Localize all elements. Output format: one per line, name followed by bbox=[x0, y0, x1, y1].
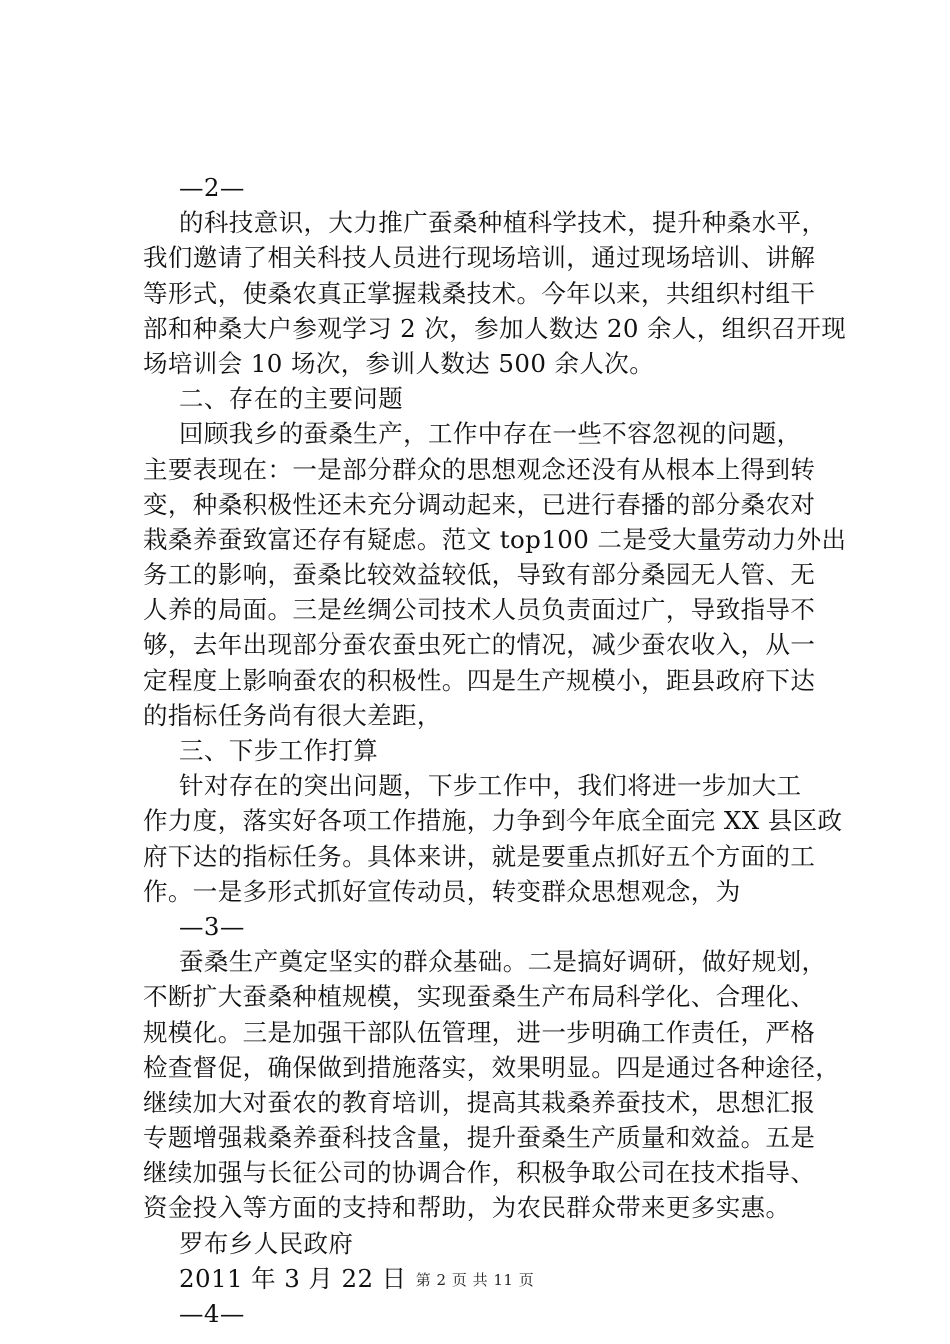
text-line: 人养的局面。三是丝绸公司技术人员负责面过广，导致指导不 bbox=[143, 595, 816, 625]
text-line: 作力度，落实好各项工作措施，力争到今年底全面完 XX 县区政 bbox=[143, 806, 843, 836]
text-line: 变，种桑积极性还未充分调动起来，已进行春播的部分桑农对 bbox=[143, 489, 816, 519]
text-line: 场培训会 10 场次，参训人数达 500 余人次。 bbox=[143, 348, 655, 378]
text-line: 2011 年 3 月 22 日 bbox=[179, 1263, 407, 1293]
text-line: 的科技意识，大力推广蚕桑种植科学技术，提升种桑水平， bbox=[179, 208, 827, 238]
text-line: 够，去年出现部分蚕农蚕虫死亡的情况，减少蚕农收入，从一 bbox=[143, 630, 816, 660]
page-number-marker: —3— bbox=[179, 911, 245, 941]
text-line: 部和种桑大户参观学习 2 次，参加人数达 20 余人，组织召开现 bbox=[143, 313, 847, 343]
text-line: 继续加大对蚕农的教育培训，提高其栽桑养蚕技术，思想汇报 bbox=[143, 1087, 816, 1117]
text-line: 二、存在的主要问题 bbox=[179, 384, 404, 414]
text-line: 蚕桑生产奠定坚实的群众基础。二是搞好调研，做好规划， bbox=[179, 947, 827, 977]
text-line: 资金投入等方面的支持和帮助，为农民群众带来更多实惠。 bbox=[143, 1193, 791, 1223]
page-number-marker: —4— bbox=[179, 1299, 245, 1328]
text-line: 务工的影响，蚕桑比较效益较低，导致有部分桑园无人管、无 bbox=[143, 560, 816, 590]
text-line: 我们邀请了相关科技人员进行现场培训，通过现场培训、讲解 bbox=[143, 243, 816, 273]
text-line: 的指标任务尚有很大差距， bbox=[143, 700, 442, 730]
text-line: 三、下步工作打算 bbox=[179, 736, 379, 765]
text-line: 回顾我乡的蚕桑生产，工作中存在一些不容忽视的问题， bbox=[179, 419, 802, 449]
text-line: 检查督促，确保做到措施落实，效果明显。四是通过各种途径， bbox=[143, 1052, 841, 1082]
text-line: 主要表现在：一是部分群众的思想观念还没有从根本上得到转 bbox=[143, 454, 816, 484]
text-line: 针对存在的突出问题，下步工作中，我们将进一步加大工 bbox=[179, 771, 802, 801]
text-line: 栽桑养蚕致富还存有疑虑。范文 top100 二是受大量劳动力外出 bbox=[143, 524, 847, 554]
text-line: 定程度上影响蚕农的积极性。四是生产规模小，距县政府下达 bbox=[143, 665, 816, 695]
text-line: 规模化。三是加强干部队伍管理，进一步明确工作责任，严格 bbox=[143, 1017, 816, 1047]
page-footer: 第 2 页 共 11 页 bbox=[415, 1271, 535, 1289]
text-line: 作。一是多形式抓好宣传动员，转变群众思想观念，为 bbox=[143, 876, 741, 906]
page-number-marker: —2— bbox=[179, 173, 245, 202]
text-line: 府下达的指标任务。具体来讲，就是要重点抓好五个方面的工 bbox=[143, 841, 816, 871]
text-line: 不断扩大蚕桑种植规模，实现蚕桑生产布局科学化、合理化、 bbox=[143, 982, 816, 1012]
text-line: 继续加强与长征公司的协调合作，积极争取公司在技术指导、 bbox=[143, 1158, 816, 1188]
document-body bbox=[143, 170, 847, 1331]
text-line: 专题增强栽桑养蚕科技含量，提升蚕桑生产质量和效益。五是 bbox=[143, 1123, 816, 1153]
text-line: 等形式，使桑农真正掌握栽桑技术。今年以来，共组织村组干 bbox=[143, 278, 816, 308]
text-line: 罗布乡人民政府 bbox=[179, 1228, 354, 1258]
